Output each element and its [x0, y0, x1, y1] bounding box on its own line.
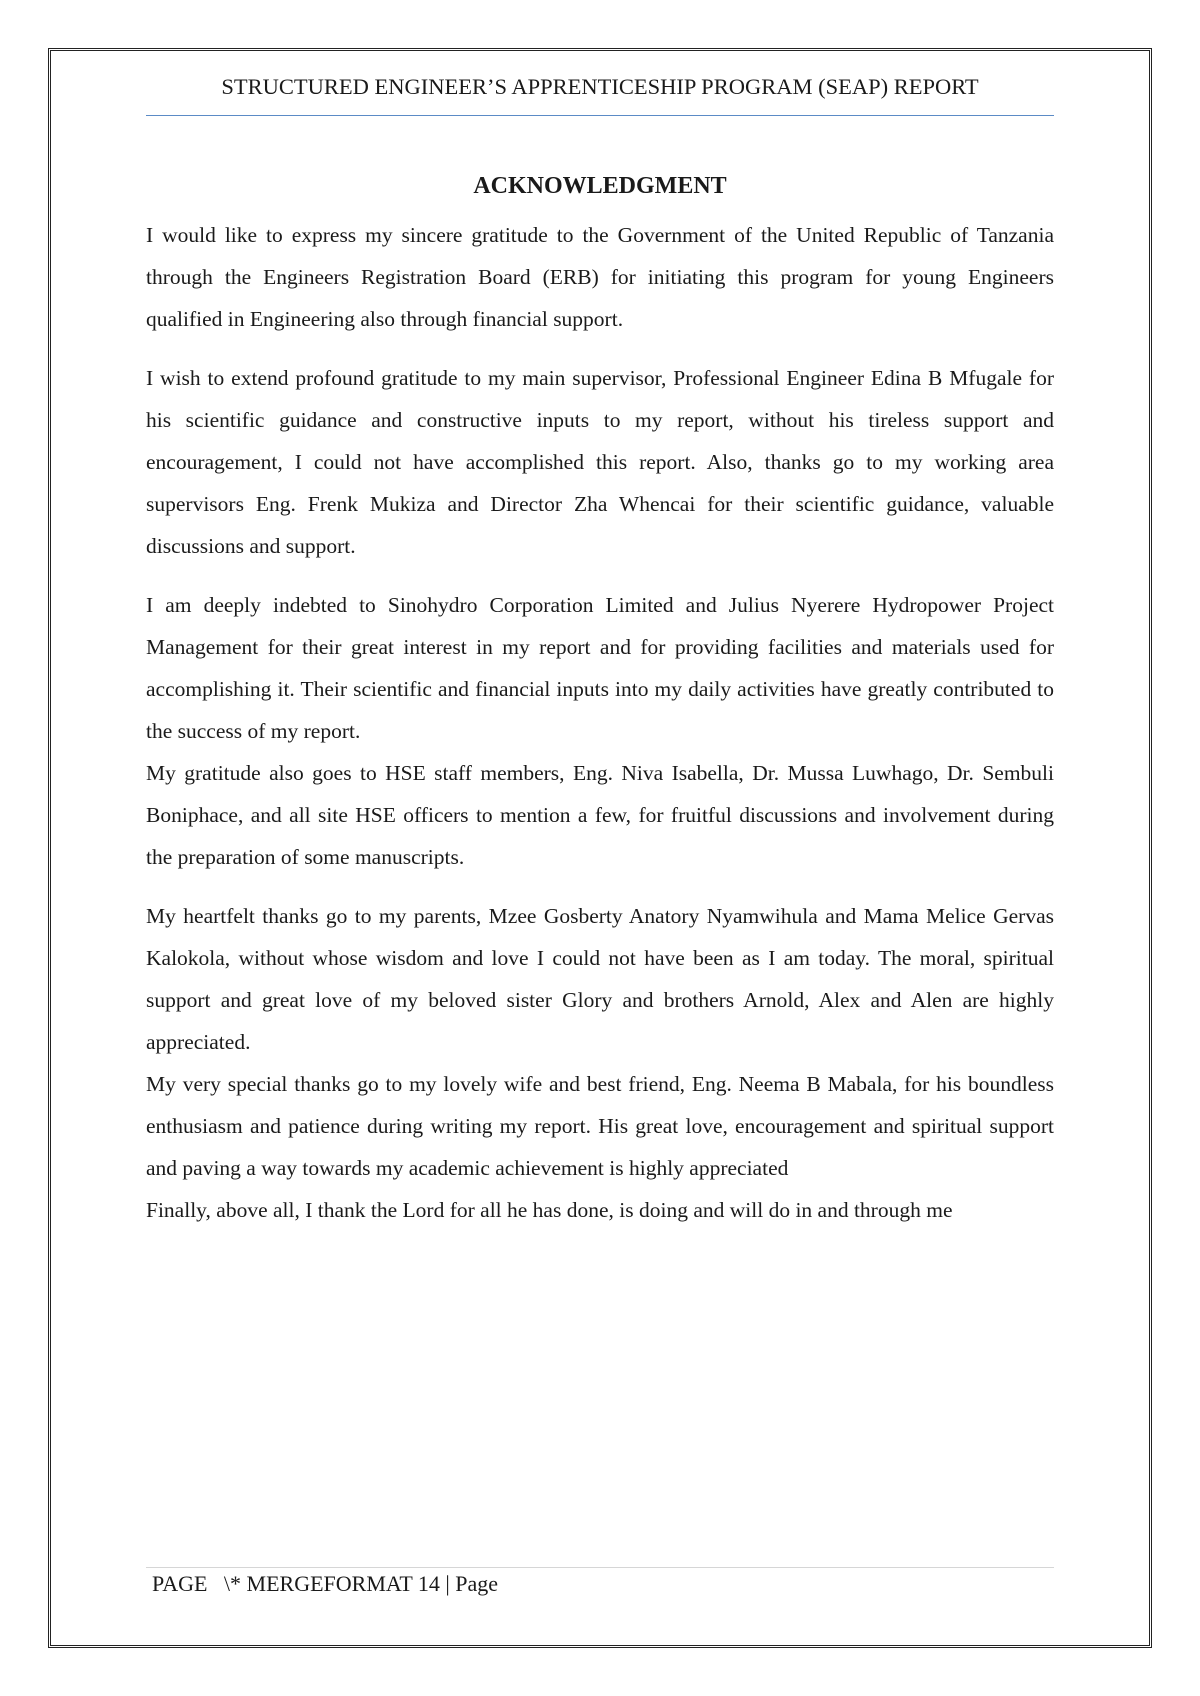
- paragraph-closing: Finally, above all, I thank the Lord for all he has done, is doing and will do in and through me: [146, 1198, 953, 1222]
- header-divider: [146, 115, 1054, 116]
- paragraph-wife: My very special thanks go to my lovely wife and best friend, Eng. Neema B Mabala, for his boundless enthusiasm and patience during writing my report. His great love, encouragement and spiritual support and paving a way towards my academic achievement is highly appreciated: [146, 1072, 1054, 1180]
- paragraph-company: I am deeply indebted to Sinohydro Corporation Limited and Julius Nyerere Hydropower Project Management for their great interest in my report and for providing facilities and materials used for accomplishing it. Their scientific and financial inputs into my daily activities have greatly contributed to the success of my report.: [146, 593, 1054, 743]
- page-footer: PAGE \* MERGEFORMAT 14 | Page: [152, 1571, 499, 1596]
- page-heading: ACKNOWLEDGMENT: [473, 173, 727, 199]
- paragraph-government: I would like to express my sincere gratitude to the Government of the United Republic of Tanzania through the Engineers Registration Board (ERB) for initiating this program for young Engineers qualified in Engineering also through financial support.: [146, 223, 1054, 331]
- paragraph-hse-staff: My gratitude also goes to HSE staff members, Eng. Niva Isabella, Dr. Mussa Luwhago, Dr. Sembuli Boniphace, and all site HSE officers to mention a few, for fruitful discussions and involvement during the preparation of some manuscripts.: [146, 761, 1054, 869]
- document-body: [146, 168, 1054, 1231]
- footer-divider: [146, 1567, 1054, 1568]
- paragraph-supervisor: I wish to extend profound gratitude to my main supervisor, Professional Engineer Edina B Mfugale for his scientific guidance and constructive inputs to my report, without his tireless support and encouragement, I could not have accomplished this report. Also, thanks go to my working area supervisors Eng. Frenk Mukiza and Director Zha Whencai for their scientific guidance, valuable discussions and support.: [146, 366, 1054, 558]
- running-header: STRUCTURED ENGINEER’S APPRENTICESHIP PROGRAM (SEAP) REPORT: [221, 74, 979, 99]
- paragraph-parents: My heartfelt thanks go to my parents, Mzee Gosberty Anatory Nyamwihula and Mama Melice Gervas Kalokola, without whose wisdom and love I could not have been as I am today. The moral, spiritual support and great love of my beloved sister Glory and brothers Arnold, Alex and Alen are highly appreciated.: [146, 904, 1054, 1054]
